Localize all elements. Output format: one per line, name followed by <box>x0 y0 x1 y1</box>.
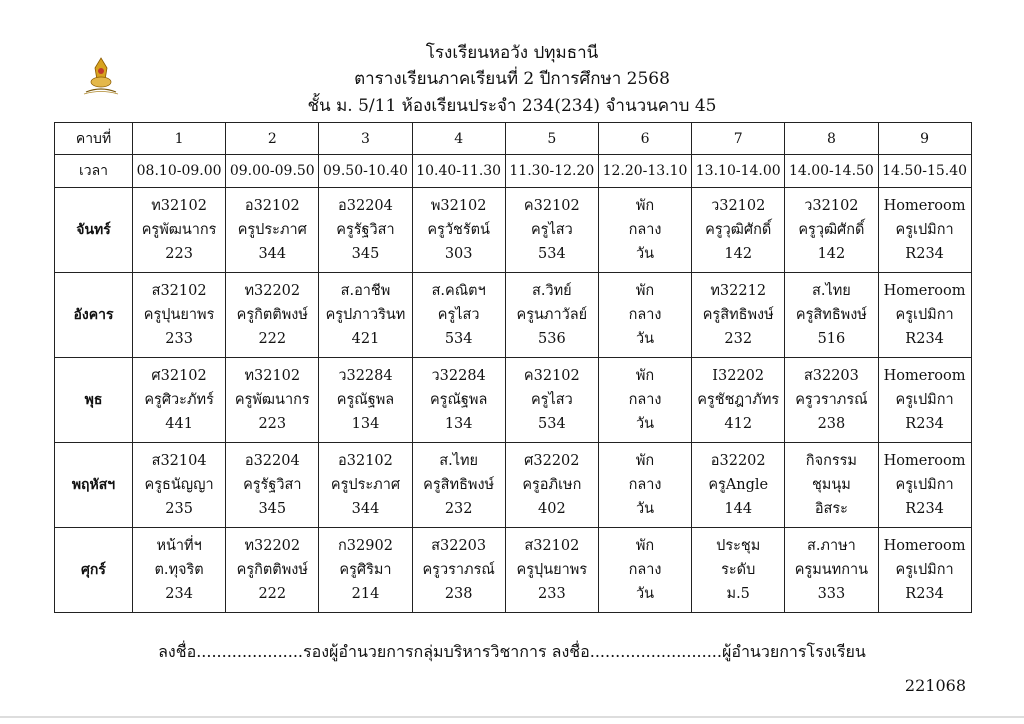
class-cell <box>505 358 598 443</box>
room-number: 238 <box>817 416 846 432</box>
teacher-name: ต.ทุจริต <box>154 562 204 578</box>
period-number: 4 <box>412 123 505 155</box>
room-number: 233 <box>538 586 566 602</box>
day-row <box>55 188 972 273</box>
class-cell <box>692 358 785 443</box>
teacher-name: ครูศิวะภัทร์ <box>144 392 214 408</box>
room-number: 144 <box>724 501 753 517</box>
room-number: 345 <box>351 246 380 262</box>
class-cell <box>319 273 412 358</box>
class-cell <box>505 528 598 613</box>
timetable <box>54 122 972 613</box>
teacher-name: ระดับ <box>721 562 756 578</box>
subject-code: อ32202 <box>710 453 766 469</box>
room-number: 142 <box>724 246 753 262</box>
period-number: 9 <box>878 123 971 155</box>
teacher-name: ครูศิริมา <box>339 562 392 578</box>
teacher-name: ครูมนทกาน <box>794 562 869 578</box>
class-cell <box>785 528 878 613</box>
room-number: 534 <box>444 331 473 347</box>
class-cell <box>412 273 505 358</box>
room-number: 235 <box>165 501 193 517</box>
term-title: ตารางเรียนภาคเรียนที่ 2 ปีการศึกษา 2568 <box>354 69 670 89</box>
period-number: 6 <box>598 123 691 155</box>
room-number: 412 <box>724 416 753 432</box>
time-row <box>55 155 972 188</box>
teacher-name: ครูกิตติพงษ์ <box>236 562 308 578</box>
period-time: 13.10-14.00 <box>692 155 785 188</box>
teacher-name: ครูประภาศ <box>330 477 401 493</box>
class-cell <box>878 358 971 443</box>
period-time: 09.50-10.40 <box>319 155 412 188</box>
room-number: 232 <box>724 331 753 347</box>
room-number: วัน <box>636 586 655 602</box>
subject-code: ท32102 <box>244 368 301 384</box>
subject-code: ส.อาชีพ <box>340 283 391 299</box>
subject-code: ส.ไทย <box>439 453 479 469</box>
class-cell <box>505 188 598 273</box>
teacher-name: ครูเปมิกา <box>895 307 954 323</box>
teacher-name: ครูพัฒนากร <box>234 392 310 408</box>
teacher-name: ครูไสว <box>530 392 573 408</box>
teacher-name: ครูเปมิกา <box>895 477 954 493</box>
period-time: 08.10-09.00 <box>133 155 226 188</box>
class-cell <box>598 358 691 443</box>
teacher-name: ครูณัฐพล <box>429 392 488 408</box>
class-cell <box>878 443 971 528</box>
day-row <box>55 358 972 443</box>
subject-code: ท32102 <box>151 198 207 214</box>
subject-code: หน้าที่ฯ <box>156 538 202 554</box>
room-number: 421 <box>351 331 380 347</box>
teacher-name: ครูวุฒิศักดิ์ <box>705 222 772 238</box>
teacher-name: ครูปุนยาพร <box>516 562 588 578</box>
subject-code: ส32102 <box>151 283 207 299</box>
subject-code: พ32102 <box>430 198 487 214</box>
room-number: 232 <box>444 501 473 517</box>
room-number: 534 <box>538 416 566 432</box>
class-cell <box>785 358 878 443</box>
room-number: R234 <box>905 586 944 602</box>
teacher-name: ครูธนัญญา <box>144 477 214 493</box>
room-number: 223 <box>165 246 193 262</box>
subject-code: Homeroom <box>883 368 966 384</box>
teacher-name: กลาง <box>628 477 662 493</box>
class-cell <box>319 188 412 273</box>
room-number: 142 <box>817 246 846 262</box>
room-number: วัน <box>636 501 655 517</box>
room-number: R234 <box>905 246 944 262</box>
class-cell <box>319 358 412 443</box>
teacher-name: กลาง <box>628 307 662 323</box>
subject-code: กิจกรรม <box>805 453 857 469</box>
subject-code: ส.ไทย <box>812 283 851 299</box>
teacher-name: ครูไสว <box>530 222 573 238</box>
teacher-name: ครูวราภรณ์ <box>422 562 495 578</box>
teacher-name: ครูสิทธิพงษ์ <box>423 477 495 493</box>
teacher-name: ครูเปมิกา <box>895 392 954 408</box>
room-number: R234 <box>905 501 944 517</box>
subject-code: ว32102 <box>804 198 859 214</box>
class-cell <box>133 273 226 358</box>
subject-code: ส.คณิตฯ <box>431 283 486 299</box>
class-cell <box>692 273 785 358</box>
teacher-name: ครูสิทธิพงษ์ <box>702 307 774 323</box>
day-name: พฤหัสฯ <box>55 443 133 528</box>
teacher-name: ครูอภิเษก <box>522 477 582 493</box>
teacher-name: ครูรัฐวิสา <box>336 222 395 238</box>
class-cell <box>133 358 226 443</box>
subject-code: I32202 <box>712 368 765 384</box>
subject-code: ประชุม <box>716 538 761 554</box>
teacher-name: กลาง <box>628 222 662 238</box>
class-cell <box>319 528 412 613</box>
subject-code: ท32202 <box>244 283 301 299</box>
period-time: 09.00-09.50 <box>226 155 319 188</box>
subject-code: อ32204 <box>338 198 393 214</box>
teacher-name: กลาง <box>628 562 662 578</box>
class-cell <box>598 273 691 358</box>
subject-code: ก32902 <box>338 538 393 554</box>
teacher-name: ครูชัชฎาภัทร <box>697 392 780 408</box>
subject-code: ศ32102 <box>151 368 207 384</box>
period-number: 5 <box>505 123 598 155</box>
room-number: วัน <box>636 416 655 432</box>
subject-code: อ32102 <box>338 453 393 469</box>
class-cell <box>878 273 971 358</box>
room-number: 516 <box>817 331 846 347</box>
class-cell <box>598 528 691 613</box>
room-number: วัน <box>636 246 655 262</box>
teacher-name: ครูรัฐวิสา <box>243 477 302 493</box>
day-row <box>55 273 972 358</box>
room-number: 333 <box>817 586 846 602</box>
class-cell <box>785 188 878 273</box>
class-cell <box>785 443 878 528</box>
room-number: ม.5 <box>726 586 750 602</box>
class-cell <box>692 528 785 613</box>
class-cell <box>226 188 319 273</box>
teacher-name: ครูปุนยาพร <box>143 307 215 323</box>
class-cell <box>878 528 971 613</box>
subject-code: พัก <box>635 453 655 469</box>
subject-code: Homeroom <box>883 453 966 469</box>
subject-code: พัก <box>635 538 655 554</box>
class-cell <box>412 188 505 273</box>
period-time: 12.20-13.10 <box>598 155 691 188</box>
subject-code: ส32203 <box>431 538 487 554</box>
teacher-name: ครูณัฐพล <box>336 392 395 408</box>
class-cell <box>226 358 319 443</box>
class-cell <box>133 188 226 273</box>
room-number: วัน <box>636 331 655 347</box>
subject-code: ว32102 <box>711 198 766 214</box>
room-number: 234 <box>165 586 193 602</box>
day-name: อังคาร <box>55 273 133 358</box>
class-cell <box>319 443 412 528</box>
class-info: ชั้น ม. 5/11 ห้องเรียนประจำ 234(234) จำนวนคาบ 45 <box>307 96 717 116</box>
period-number: 7 <box>692 123 785 155</box>
room-number: 536 <box>538 331 566 347</box>
subject-code: อ32102 <box>244 198 300 214</box>
room-number: 223 <box>258 416 287 432</box>
subject-code: พัก <box>635 198 655 214</box>
class-cell <box>505 443 598 528</box>
subject-code: พัก <box>635 283 655 299</box>
subject-code: ว32284 <box>338 368 393 384</box>
subject-code: Homeroom <box>883 283 966 299</box>
subject-code: อ32204 <box>244 453 300 469</box>
room-number: 238 <box>444 586 473 602</box>
class-cell <box>692 443 785 528</box>
subject-code: ส.ภาษา <box>806 538 856 554</box>
teacher-name: ครูนภาวัลย์ <box>516 307 588 323</box>
room-number: 344 <box>351 501 380 517</box>
class-cell <box>226 273 319 358</box>
page-bottom-divider <box>0 716 1024 718</box>
period-time: 10.40-11.30 <box>412 155 505 188</box>
class-cell <box>412 443 505 528</box>
subject-code: ท32202 <box>244 538 301 554</box>
room-number: 233 <box>165 331 193 347</box>
room-number: 134 <box>444 416 473 432</box>
period-number: 2 <box>226 123 319 155</box>
day-name: ศุกร์ <box>55 528 133 613</box>
class-cell <box>133 443 226 528</box>
subject-code: ศ32202 <box>524 453 580 469</box>
period-time: 14.50-15.40 <box>878 155 971 188</box>
room-number: 222 <box>258 586 287 602</box>
class-cell <box>598 443 691 528</box>
room-number: 214 <box>351 586 380 602</box>
teacher-name: ครูวุฒิศักดิ์ <box>798 222 865 238</box>
teacher-name: ครูสิทธิพงษ์ <box>795 307 867 323</box>
school-name: โรงเรียนหอวัง ปทุมธานี <box>425 43 599 63</box>
subject-code: Homeroom <box>883 198 966 214</box>
room-number: 344 <box>258 246 287 262</box>
teacher-name: ชุมนุม <box>811 477 851 493</box>
class-cell <box>692 188 785 273</box>
period-number: 8 <box>785 123 878 155</box>
room-number: 303 <box>444 246 473 262</box>
subject-code: ค32102 <box>523 368 580 384</box>
signature-line: ลงชื่อ.....................รองผู้อำนวยการกลุ่มบริหารวิชาการ ลงชื่อ..........................ผู้อำนวยการโรงเรียน <box>158 642 866 661</box>
room-number: 345 <box>258 501 287 517</box>
teacher-name: ครูกิตติพงษ์ <box>236 307 308 323</box>
class-cell <box>226 528 319 613</box>
teacher-name: ครูเปมิกา <box>895 222 954 238</box>
room-number: 441 <box>165 416 193 432</box>
day-name: จันทร์ <box>55 188 133 273</box>
teacher-name: ครูวัชรัตน์ <box>427 222 490 238</box>
subject-code: ส32102 <box>524 538 580 554</box>
period-number: 1 <box>133 123 226 155</box>
subject-code: ส32104 <box>151 453 207 469</box>
room-number: R234 <box>905 416 944 432</box>
teacher-name: กลาง <box>628 392 662 408</box>
teacher-name: ครูพัฒนากร <box>141 222 217 238</box>
period-header-row <box>55 123 972 155</box>
period-time: 14.00-14.50 <box>785 155 878 188</box>
class-cell <box>412 528 505 613</box>
class-cell <box>133 528 226 613</box>
subject-code: ค32102 <box>523 198 580 214</box>
class-cell <box>878 188 971 273</box>
teacher-name: ครูประภาศ <box>237 222 307 238</box>
subject-code: ส.วิทย์ <box>532 283 572 299</box>
room-number: 222 <box>258 331 287 347</box>
teacher-name: ครูวราภรณ์ <box>795 392 868 408</box>
day-row <box>55 528 972 613</box>
room-number: R234 <box>905 331 944 347</box>
time-label: เวลา <box>55 155 133 188</box>
teacher-name: ครูAngle <box>708 477 769 493</box>
period-time: 11.30-12.20 <box>505 155 598 188</box>
class-cell <box>785 273 878 358</box>
class-cell <box>505 273 598 358</box>
subject-code: พัก <box>635 368 655 384</box>
day-row <box>55 443 972 528</box>
teacher-name: ครูเปมิกา <box>895 562 954 578</box>
subject-code: ท32212 <box>710 283 767 299</box>
subject-code: ว32284 <box>431 368 486 384</box>
room-number: 534 <box>538 246 566 262</box>
document-code: 221068 <box>904 676 966 695</box>
class-cell <box>226 443 319 528</box>
room-number: อิสระ <box>814 501 848 517</box>
subject-code: Homeroom <box>883 538 966 554</box>
teacher-name: ครูปภาวรินท <box>325 307 406 323</box>
teacher-name: ครูไสว <box>437 307 480 323</box>
period-label: คาบที่ <box>55 123 133 155</box>
day-name: พุธ <box>55 358 133 443</box>
room-number: 402 <box>538 501 566 517</box>
room-number: 134 <box>351 416 380 432</box>
period-number: 3 <box>319 123 412 155</box>
subject-code: ส32203 <box>803 368 859 384</box>
class-cell <box>412 358 505 443</box>
class-cell <box>598 188 691 273</box>
